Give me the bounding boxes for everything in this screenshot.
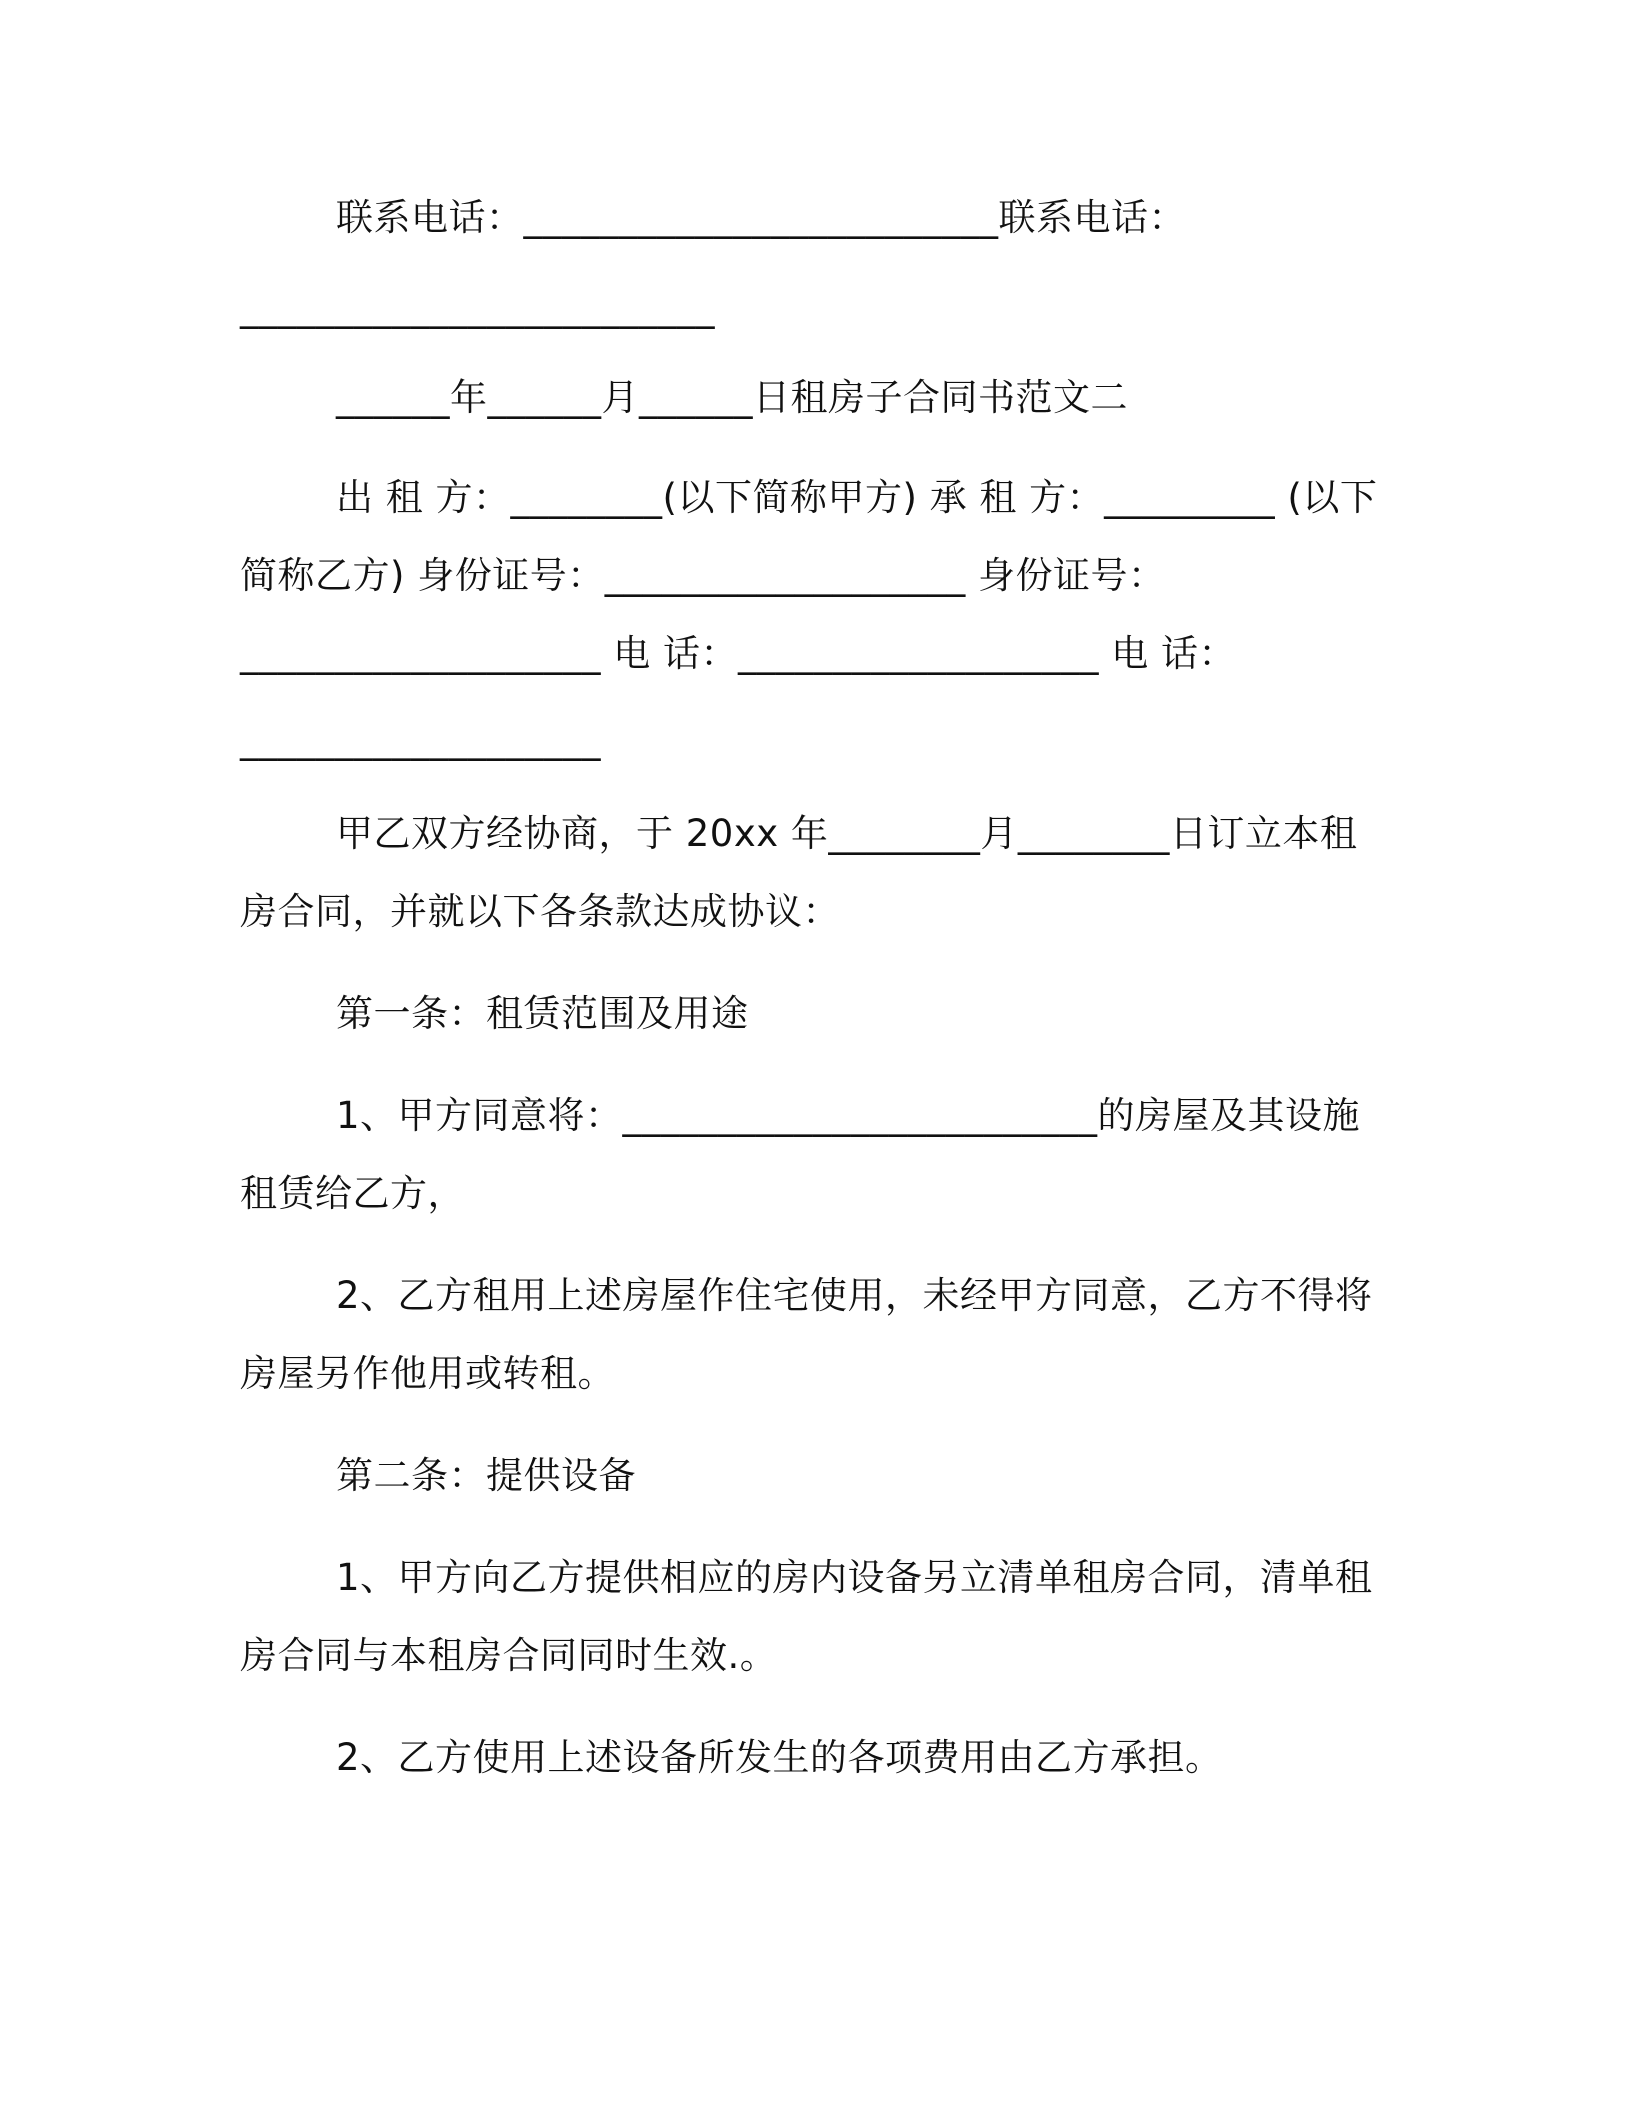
article-two-item-2-line-1: 2、乙方使用上述设备所发生的各项费用由乙方承担。 xyxy=(336,1736,1223,1779)
date-title-line: ______年______月______日租房子合同书范文二 xyxy=(336,376,1128,419)
article-one-item-2-line-2: 房屋另作他用或转租。 xyxy=(240,1352,615,1395)
id-number-line: 简称乙方) 身份证号：___________________ 身份证号： xyxy=(240,554,1166,597)
article-one-item-2-line-1: 2、乙方租用上述房屋作住宅使用，未经甲方同意，乙方不得将 xyxy=(336,1274,1373,1317)
phone-blank-line: ___________________ xyxy=(240,718,601,761)
article-one-item-1-line-2: 租赁给乙方， xyxy=(240,1172,465,1215)
article-two-heading: 第二条：提供设备 xyxy=(336,1454,636,1497)
agreement-intro-line-1: 甲乙双方经协商，于 20xx 年________月________日订立本租 xyxy=(336,812,1358,855)
contact-phone-blank-line: _________________________ xyxy=(240,286,715,329)
article-two-item-1-line-2: 房合同与本租房合同同时生效.。 xyxy=(240,1634,778,1677)
article-one-heading: 第一条：租赁范围及用途 xyxy=(336,992,749,1035)
contact-phone-line: 联系电话：_________________________联系电话： xyxy=(336,196,1186,239)
agreement-intro-line-2: 房合同，并就以下各条款达成协议： xyxy=(240,890,840,933)
lessor-lessee-line: 出 租 方：________(以下简称甲方) 承 租 方：_________ (以下 xyxy=(336,476,1378,519)
article-one-item-1-line-1: 1、甲方同意将：_________________________的房屋及其设施 xyxy=(336,1094,1361,1137)
article-two-item-1-line-1: 1、甲方向乙方提供相应的房内设备另立清单租房合同，清单租 xyxy=(336,1556,1373,1599)
phone-line: ___________________ 电 话：___________________ 电 话： xyxy=(240,632,1237,675)
